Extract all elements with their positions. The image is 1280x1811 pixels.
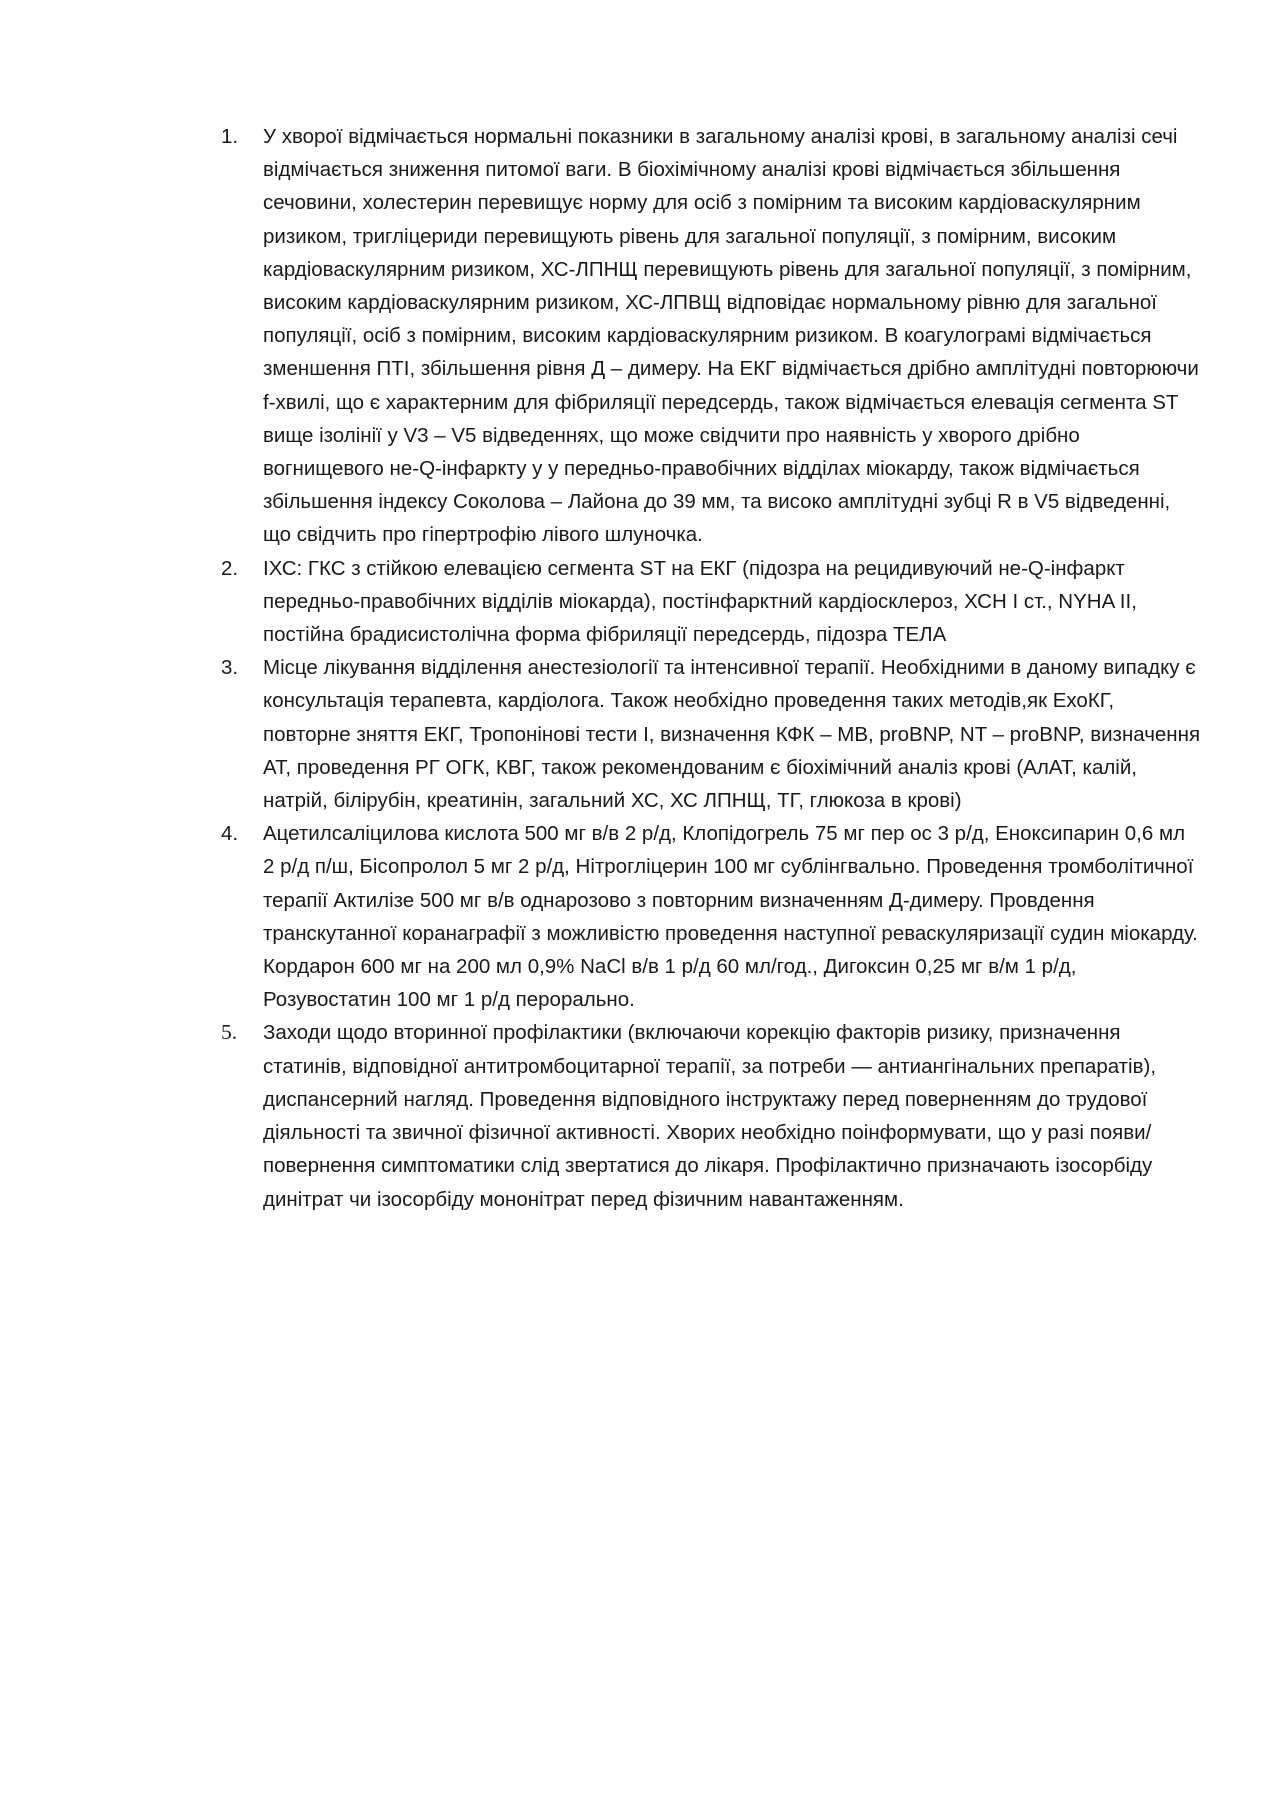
list-text-2: ІХС: ГКС з стійкою елевацією сегмента ST на ЕКГ (підозра на рецидивуючий не-Q-інфаркт передньо-правобічних відділів міокарда), постінфарктний кардіосклероз, ХСН І ст., NYHA II, постійна брадисистолічна форма фібриляції передсердь, підозра ТЕЛА — [263, 556, 1137, 647]
list-item-1 — [221, 120, 1201, 552]
list-number-1: 1. — [221, 125, 239, 148]
list-number-3: 3. — [221, 656, 239, 680]
list-number-5: 5. — [221, 1020, 238, 1045]
list-item-5 — [221, 1016, 1201, 1215]
document-body — [221, 120, 1201, 1216]
list-item-2 — [221, 552, 1201, 652]
list-text-5: Заходи щодо вторинної профілактики (включаючи корекцію факторів ризику, призначення статинів, відповідної антитромбоцитарної терапії, за потреби — антиангінальних препаратів), диспансерний нагляд. Проведення відповідного інструктажу перед поверненням до трудової діяльності та звичної фізичної активності. Хворих необхідно поінформувати, що у разі появи/повернення симптоматики слід звертатися до лікаря. Профілактично призначають ізосорбіду динітрат чи ізосорбіду мононітрат перед фізичним навантаженням. — [263, 1021, 1157, 1211]
list-text-4: Ацетилсаліцилова кислота 500 мг в/в 2 р/д, Клопідогрель 75 мг пер ос 3 р/д, Еноксипарин 0,6 мл 2 р/д п/ш, Бісопролол 5 мг 2 р/д, Нітрогліцерин 100 мг сублінгвально. Проведення тромболітичної терапії Актилізе 500 мг в/в однарозово з повторним визначенням Д-димеру. Провдення транскутанної коранаграфії з можливістю проведення наступної реваскуляризації судин міокарду. Кордарон 600 мг на 200 мл 0,9% NaCl в/в 1 р/д 60 мл/год., Дигоксин 0,25 мг в/м 1 р/д, Розувостатин 100 мг 1 р/д перорально. — [263, 822, 1198, 1012]
list-text-1: У хворої відмічається нормальні показники в загальному аналізі крові, в загальному аналізі сечі відмічається зниження питомої ваги. В біохімічному аналізі крові відмічається збільшення сечовини, холестерин перевищує норму для осіб з помірним та високим кардіоваскулярним ризиком, тригліцериди перевищують рівень для загальної популяції, з помірним, високим кардіоваскулярним ризиком, ХС-ЛПНЩ перевищують рівень для загальної популяції, з помірним, високим кардіоваскулярним ризиком, ХС-ЛПВЩ відповідає нормальному рівню для загальної популяції, осіб з помірним, високим кардіоваскулярним ризиком. В коагулограмі відмічається зменшення ПТІ, збільшення рівня Д – димеру. На ЕКГ відмічається дрібно амплітудні повторюючи f-хвилі, що є характерним для фібриляції передсердь, також відмічається елевація сегмента ST вище ізолінії у V3 – V5 відведеннях, що може свідчити про наявність у хворого дрібно вогнищевого не-Q-інфаркту у у передньо-правобічних відділах міокарду, також відмічається збільшення індексу Соколова – Лайона до 39 мм, та високо амплітудні зубці R в V5 відведенні, що свідчить про гіпертрофію лівого шлуночка. — [263, 125, 1199, 547]
list-item-4 — [221, 817, 1201, 1016]
list-number-4: 4. — [221, 822, 239, 846]
list-text-3: Місце лікування відділення анестезіології та інтенсивної терапії. Необхідними в даному випадку є консультація терапевта, кардіолога. Також необхідно проведення таких методів,як ЕхоКГ, повторне зняття ЕКГ, Тропонінові тести І, визначення КФК – МВ, proBNP, NT – proBNP, визначення АТ, проведення РГ ОГК, КВГ, також рекомендованим є біохімічний аналіз крові (АлАТ, калій, натрій, білірубін, креатинін, загальний ХС, ХС ЛПНЩ, ТГ, глюкоза в крові) — [263, 656, 1201, 813]
list-number-2: 2. — [221, 556, 239, 580]
list-item-3 — [221, 651, 1201, 817]
